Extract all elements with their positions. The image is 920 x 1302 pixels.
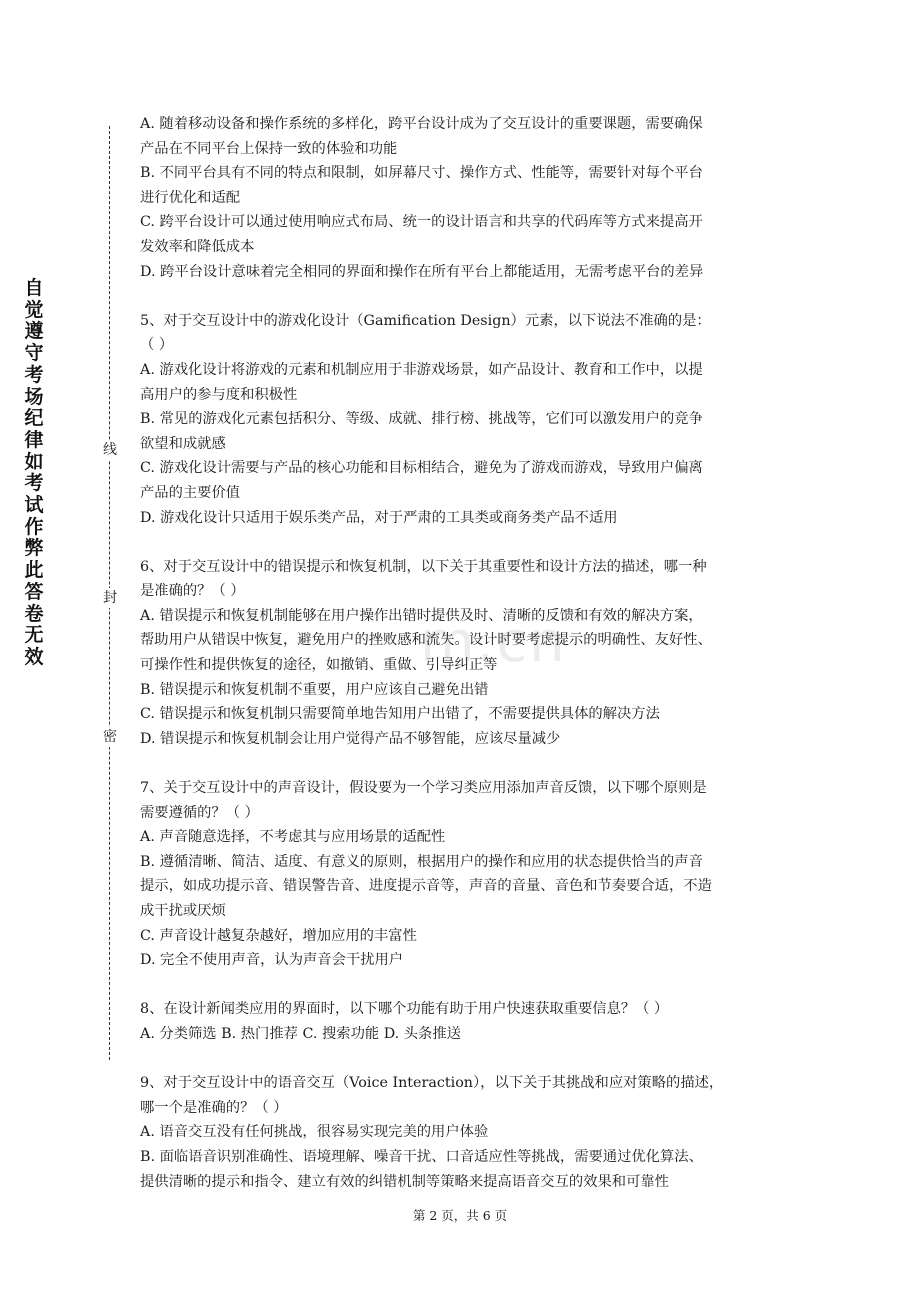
page-footer: 第 2 页，共 6 页 — [412, 1208, 508, 1223]
text-line: C. 游戏化设计需要与产品的核心功能和目标相结合，避免为了游戏而游戏，导致用户偏离 — [140, 460, 703, 477]
question-block — [140, 555, 785, 752]
text-line: 成干扰或厌烦 — [140, 903, 226, 919]
block-spacer — [140, 751, 785, 776]
text-line: 9、对于交互设计中的语音交互（Voice Interaction），以下关于其挑战和应对策略的描述， — [140, 1075, 724, 1092]
text-line: 需要遵循的？（ ） — [140, 804, 259, 821]
text-line: A. 分类筛选 B. 热门推荐 C. 搜索功能 D. 头条推送 — [140, 1025, 461, 1042]
text-line: 帮助用户从错误中恢复，避免用户的挫败感和流失。设计时要考虑提示的明确性、友好性、 — [140, 632, 712, 649]
watermark: m.cn — [420, 610, 567, 675]
question-block — [140, 776, 785, 973]
question-block — [140, 309, 785, 530]
text-line: （ ） — [140, 337, 174, 354]
text-line: D. 完全不使用声音，认为声音会干扰用户 — [140, 952, 404, 969]
text-line: D. 跨平台设计意味着完全相同的界面和操作在所有平台上都能适用，无需考虑平台的差异 — [140, 263, 704, 280]
text-line: 8、在设计新闻类应用的界面时，以下哪个功能有助于用户快速获取重要信息？（ ） — [140, 1001, 669, 1018]
question-block — [140, 997, 785, 1046]
text-line: 提供清晰的提示和指令、建立有效的纠错机制等策略来提高语音交互的效果和可靠性 — [140, 1173, 669, 1190]
text-line: A. 语音交互没有任何挑战，很容易实现完美的用户体验 — [140, 1124, 489, 1141]
text-line: D. 游戏化设计只适用于娱乐类产品，对于严肃的工具类或商务类产品不适用 — [140, 509, 618, 526]
text-line: 是准确的？（ ） — [140, 583, 245, 600]
text-line: 哪一个是准确的？（ ） — [140, 1099, 288, 1116]
question-block — [140, 112, 785, 284]
binding-label-mi: 密 — [103, 729, 117, 745]
text-line: 发效率和降低成本 — [140, 238, 255, 255]
text-line: 产品的主要价值 — [140, 484, 241, 501]
text-line: A. 声音随意选择，不考虑其与应用场景的适配性 — [140, 829, 446, 846]
text-line: A. 错误提示和恢复机制能够在用户操作出错时提供及时、清晰的反馈和有效的解决方案， — [140, 607, 703, 624]
exam-discipline-notice: 自 觉 遵 守 考 场 纪 律 如 考 试 作 弊 此 答 卷 无 效 — [24, 277, 44, 668]
text-line: B. 遵循清晰、简洁、适度、有意义的原则，根据用户的操作和应用的状态提供恰当的声音 — [140, 853, 703, 870]
text-line: B. 常见的游戏化元素包括积分、等级、成就、排行榜、挑战等，它们可以激发用户的竞争 — [140, 411, 703, 428]
binding-label-feng: 封 — [103, 590, 117, 606]
block-spacer — [140, 1047, 785, 1072]
text-line: C. 跨平台设计可以通过使用响应式布局、统一的设计语言和共享的代码库等方式来提高开 — [140, 214, 703, 231]
question-content — [140, 112, 785, 1194]
text-line: 高用户的参与度和积极性 — [140, 386, 298, 403]
text-line: 7、关于交互设计中的声音设计，假设要为一个学习类应用添加声音反馈，以下哪个原则是 — [140, 780, 707, 797]
text-line: 可操作性和提供恢复的途径，如撤销、重做、引导纠正等 — [140, 657, 498, 674]
text-line: C. 声音设计越复杂越好，增加应用的丰富性 — [140, 927, 417, 944]
text-line: 5、对于交互设计中的游戏化设计（Gamification Design）元素，以下说法不准确的是： — [140, 312, 711, 329]
question-block — [140, 1071, 785, 1194]
binding-label-xian: 线 — [103, 442, 117, 458]
text-line: B. 面临语音识别准确性、语境理解、噪音干扰、口音适应性等挑战，需要通过优化算法、 — [140, 1148, 703, 1165]
text-line: 进行优化和适配 — [140, 189, 241, 206]
text-line: C. 错误提示和恢复机制只需要简单地告知用户出错了，不需要提供具体的解决方法 — [140, 706, 660, 723]
block-spacer — [140, 284, 785, 309]
text-line: 提示，如成功提示音、错误警告音、进度提示音等，声音的音量、音色和节奏要合适，不造 — [140, 878, 712, 895]
text-line: B. 错误提示和恢复机制不重要，用户应该自己避免出错 — [140, 681, 489, 698]
block-spacer — [140, 530, 785, 555]
text-line: B. 不同平台具有不同的特点和限制，如屏幕尺寸、操作方式、性能等，需要针对每个平台 — [140, 165, 703, 182]
text-line: A. 随着移动设备和操作系统的多样化，跨平台设计成为了交互设计的重要课题，需要确保 — [140, 116, 703, 132]
text-line: D. 错误提示和恢复机制会让用户觉得产品不够智能，应该尽量减少 — [140, 730, 561, 747]
block-spacer — [140, 973, 785, 998]
text-line: A. 游戏化设计将游戏的元素和机制应用于非游戏场景，如产品设计、教育和工作中，以提 — [140, 361, 703, 378]
text-line: 产品在不同平台上保持一致的体验和功能 — [140, 140, 398, 157]
text-line: 欲望和成就感 — [140, 435, 226, 452]
text-line: 6、对于交互设计中的错误提示和恢复机制，以下关于其重要性和设计方法的描述，哪一种 — [140, 558, 707, 575]
